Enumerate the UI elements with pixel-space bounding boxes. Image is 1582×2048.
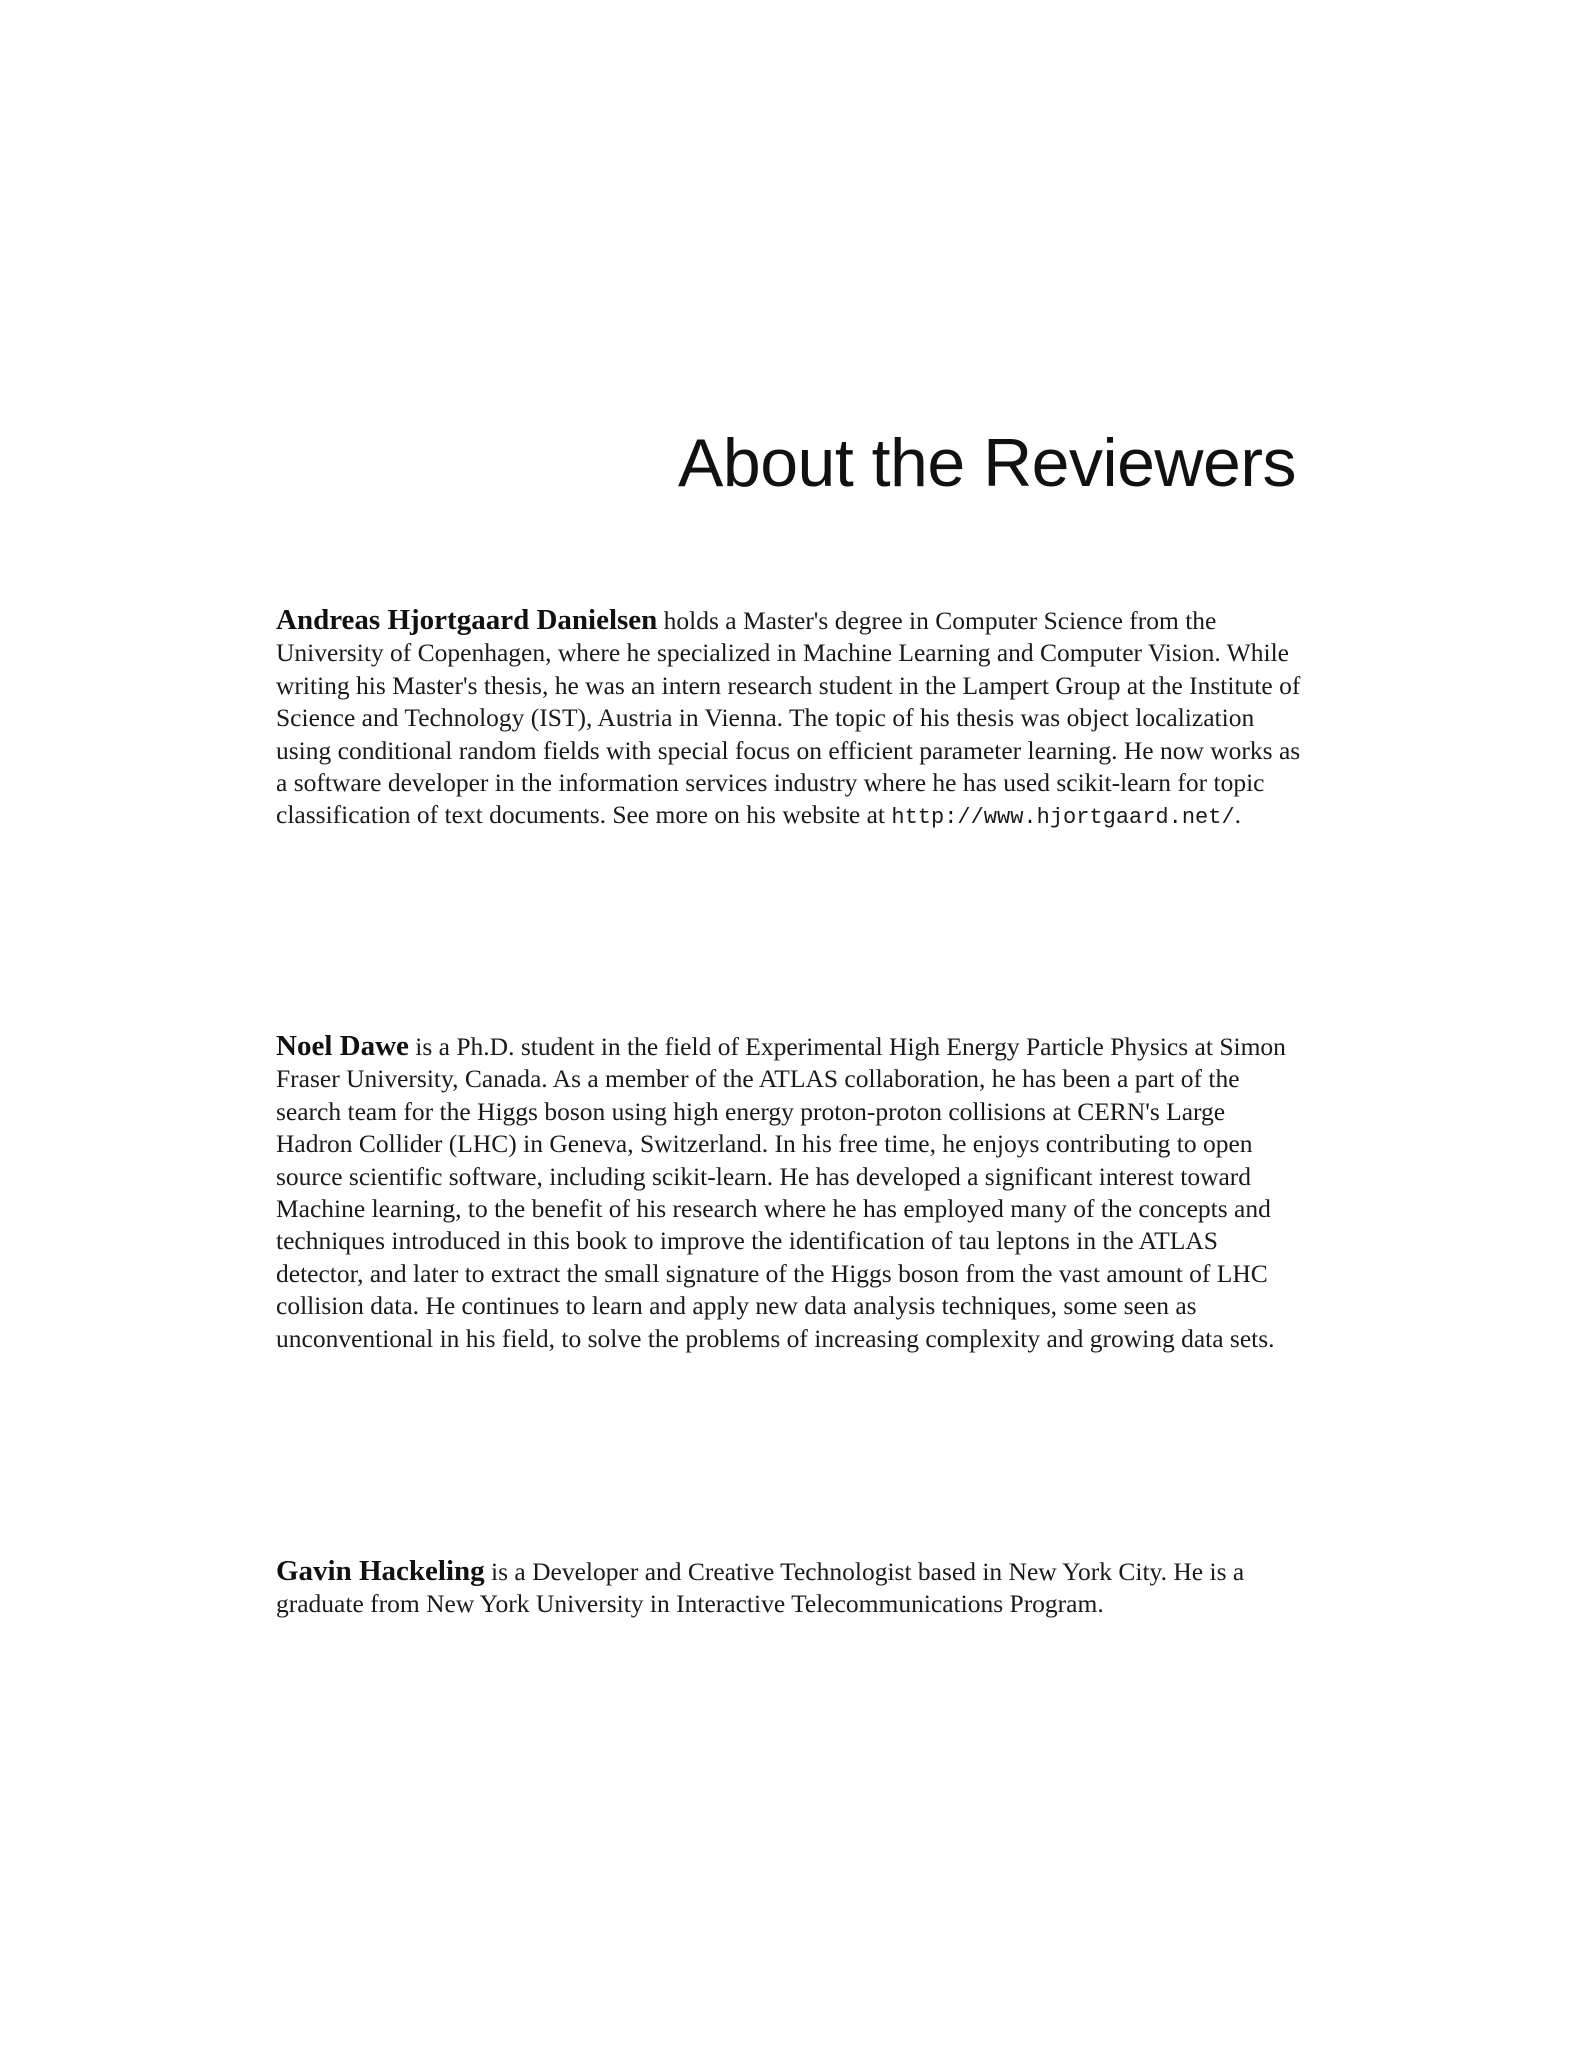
reviewer-name: Gavin Hackeling — [276, 1555, 485, 1587]
reviewer-name: Andreas Hjortgaard Danielsen — [276, 604, 658, 636]
reviewer-name: Noel Dawe — [276, 1030, 409, 1062]
reviewer-description: is a Developer and Creative Technologist based in New York City. He is a graduate from New York University in Interactive Telecommunications Program. — [276, 1557, 1245, 1619]
reviewer-description: holds a Master's degree in Computer Science from the University of Copenhagen, where he specialized in Machine Learning and Computer Vision. While writing his Master's thesis, he was an intern research student in the Lampert Group at the Institute of Science and Technology (IST), Austria in Vienna. The topic of his thesis was object localization using conditional random fields with special focus on efficient parameter learning. He now works as a software developer in the information services industry where he has used scikit-learn for topic classification of text documents. See more on his website at — [276, 606, 1301, 830]
page-title: About the Reviewers — [678, 425, 1296, 501]
website-link[interactable]: http://www.hjortgaard.net/ — [891, 805, 1235, 831]
reviewer-bio-dawe — [276, 1030, 1306, 1355]
reviewer-description-end: . — [1234, 800, 1242, 830]
reviewer-description: is a Ph.D. student in the field of Experimental High Energy Particle Physics at Simon Fraser University, Canada. As a member of the ATLAS collaboration, he has been a part of the search team for the Higgs boson using high energy proton-proton collisions at CERN's Large Hadron Collider (LHC) in Geneva, Switzerland. In his free time, he enjoys contributing to open source scientific software, including scikit-learn. He has developed a significant interest toward Machine learning, to the benefit of his research where he has employed many of the concepts and techniques introduced in this book to improve the identification of tau leptons in the ATLAS detector, and later to extract the small signature of the Higgs boson from the vast amount of LHC collision data. He continues to learn and apply new data analysis techniques, some seen as unconventional in his field, to solve the problems of increasing complexity and growing data sets. — [276, 1032, 1286, 1353]
reviewer-bio-danielsen — [276, 604, 1306, 835]
reviewer-bio-hackeling — [276, 1555, 1306, 1621]
